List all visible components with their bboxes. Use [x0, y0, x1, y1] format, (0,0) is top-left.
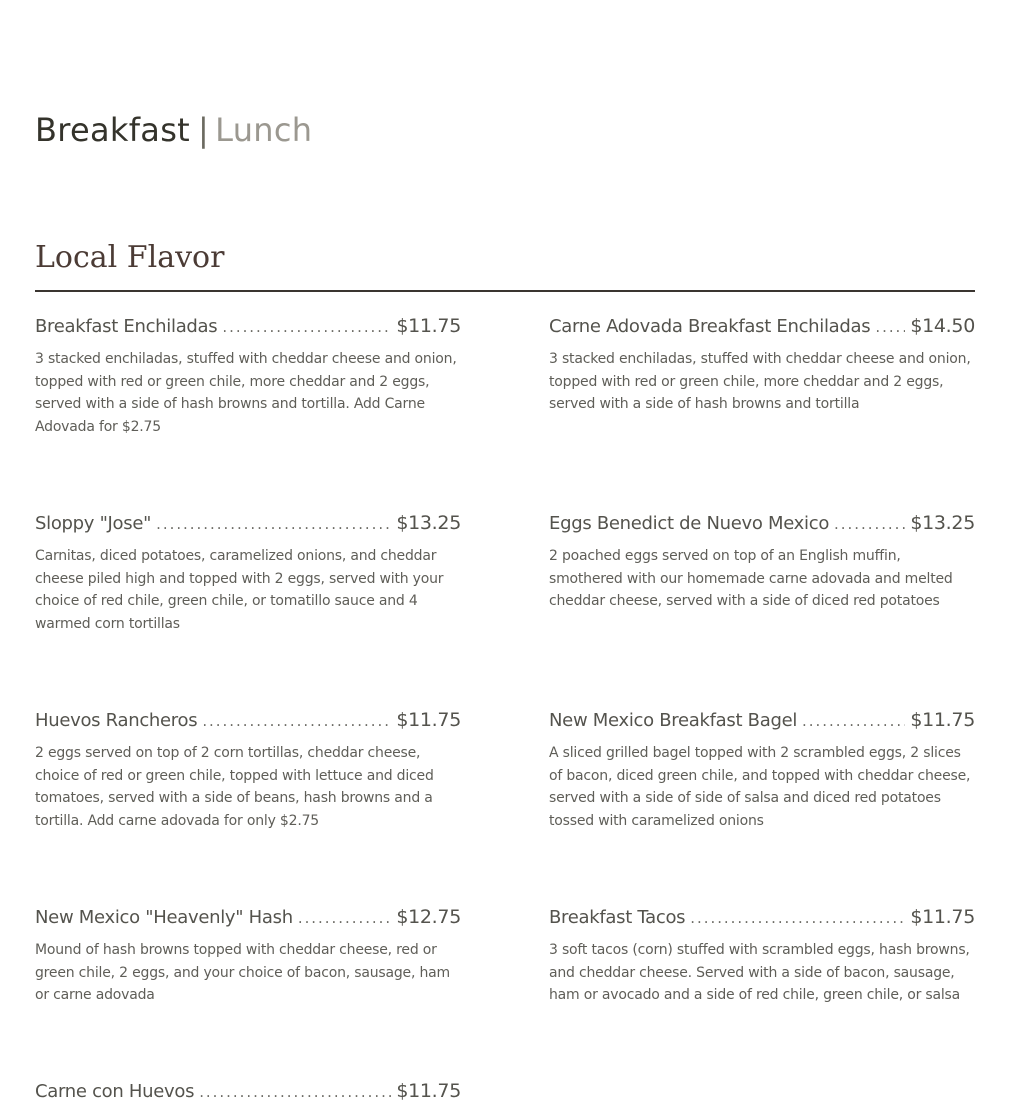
menu-item [549, 904, 975, 1007]
menu-item-description: A sliced grilled bagel topped with 2 scrambled eggs, 2 slices of bacon, diced green chile, and topped with cheddar cheese, served with a side of side of salsa and diced red potatoes tossed with caramelized onions [549, 745, 971, 829]
menu-item [549, 313, 975, 416]
menu-item-name: Breakfast Tacos [549, 907, 686, 928]
menu-item-name: New Mexico "Heavenly" Hash [35, 907, 293, 928]
tab-separator: | [198, 111, 210, 149]
menu-item-price: $12.75 [396, 906, 461, 928]
menu-item [35, 904, 461, 1007]
menu-item [35, 313, 461, 438]
section-divider [35, 290, 975, 292]
menu-item [35, 707, 461, 832]
menu-item-description: Carnitas, diced potatoes, caramelized onions, and cheddar cheese piled high and topped with 2 eggs, served with your choice of red chile, green chile, or tomatillo sauce and 4 warmed corn tortillas [35, 548, 444, 632]
menu-item-name: Eggs Benedict de Nuevo Mexico [549, 513, 830, 534]
menu-item-description: Mound of hash browns topped with cheddar cheese, red or green chile, 2 eggs, and your choice of bacon, sausage, ham or carne adovada [35, 942, 450, 1003]
menu-item-description: 3 soft tacos (corn) stuffed with scrambled eggs, hash browns, and cheddar cheese. Served with a side of bacon, sausage, ham or avocado and a side of red chile, green chile, or salsa [549, 942, 970, 1003]
menu-item-price: $11.75 [910, 906, 975, 928]
menu-item-name: Huevos Rancheros [35, 710, 198, 731]
menu-item-name: Breakfast Enchiladas [35, 316, 218, 337]
menu-item [35, 1078, 461, 1105]
dot-leader [834, 511, 905, 537]
dot-leader [156, 511, 391, 537]
menu-item-price: $11.75 [396, 709, 461, 731]
menu-item-description: 3 stacked enchiladas, stuffed with cheddar cheese and onion, topped with red or green chile, more cheddar and 2 eggs, served with a side of hash browns and tortilla. Add Carne Adovada for $2.75 [35, 351, 457, 435]
menu-item-price: $11.75 [910, 709, 975, 731]
section-title: Local Flavor [35, 240, 225, 275]
dot-leader [690, 905, 905, 931]
menu-item [549, 510, 975, 613]
menu-item-name: Carne con Huevos [35, 1081, 195, 1102]
dot-leader [298, 905, 391, 931]
dot-leader [199, 1079, 391, 1105]
menu-item-price: $11.75 [396, 1080, 461, 1102]
dot-leader [222, 314, 391, 340]
menu-item [549, 707, 975, 832]
menu-item-price: $13.25 [910, 512, 975, 534]
menu-item-name: New Mexico Breakfast Bagel [549, 710, 798, 731]
menu-item-description: 3 stacked enchiladas, stuffed with cheddar cheese and onion, topped with red or green chile, more cheddar and 2 eggs, served with a side of hash browns and tortilla [549, 351, 971, 412]
dot-leader [202, 708, 391, 734]
menu-item-price: $11.75 [396, 315, 461, 337]
dot-leader [875, 314, 905, 340]
menu-item-price: $14.50 [910, 315, 975, 337]
tab-breakfast[interactable]: Breakfast [35, 111, 191, 149]
menu-item-description: 2 poached eggs served on top of an English muffin, smothered with our homemade carne adovada and melted cheddar cheese, served with a side of diced red potatoes [549, 548, 953, 609]
menu-item-description: 2 eggs served on top of 2 corn tortillas, cheddar cheese, choice of red or green chile, topped with lettuce and diced tomatoes, served with a side of beans, hash browns and a tortilla. Add carne adovada for only $2.75 [35, 745, 434, 829]
menu-tabs [35, 108, 312, 152]
dot-leader [802, 708, 905, 734]
menu-item-name: Sloppy "Jose" [35, 513, 152, 534]
menu-item-price: $13.25 [396, 512, 461, 534]
menu-item-name: Carne Adovada Breakfast Enchiladas [549, 316, 871, 337]
tab-lunch[interactable]: Lunch [215, 111, 313, 149]
menu-item [35, 510, 461, 635]
